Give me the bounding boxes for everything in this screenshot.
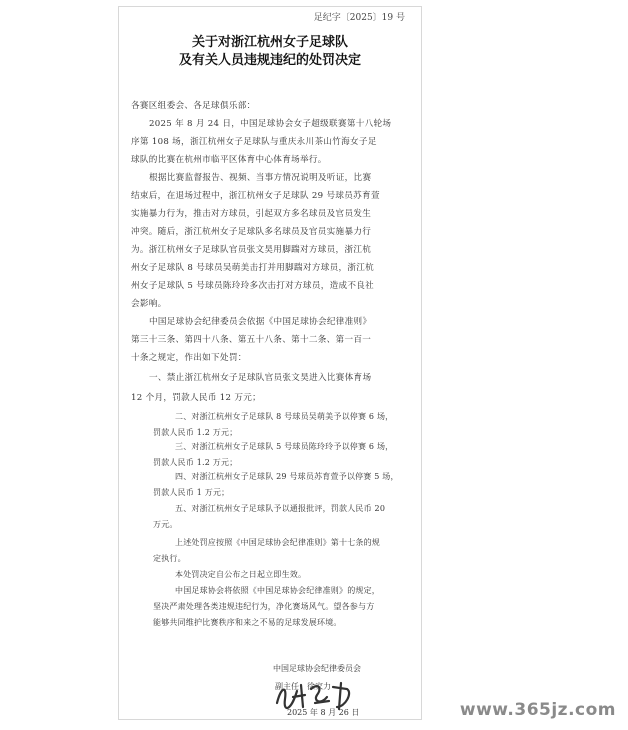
para1-line: 序第 108 场，浙江杭州女子足球队与重庆永川茶山竹海女子足: [131, 137, 377, 147]
para6-line: 能够共同维护比赛秩序和来之不易的足球发展环境。: [153, 618, 342, 627]
document-number: 足纪字〔2025〕19 号: [313, 13, 405, 23]
para2-line: 州女子足球队 5 号球员陈玲玲多次击打对方球员，造成不良社: [131, 281, 375, 291]
para6-line: 中国足球协会将依照《中国足球协会纪律准则》的规定，: [175, 586, 380, 595]
document-page: [118, 6, 422, 720]
penalty-item-1-line: 一、禁止浙江杭州女子足球队官员张文昊进入比赛体育场: [149, 373, 372, 383]
penalty-item-2-line: 二、对浙江杭州女子足球队 8 号球员吴萌美予以停赛 6 场，: [175, 412, 394, 421]
para5-line: 本处罚决定自公布之日起立即生效。: [175, 570, 307, 579]
document-title-line-1: 关于对浙江杭州女子足球队: [191, 35, 348, 50]
issuer-name: 中国足球协会纪律委员会: [273, 664, 361, 673]
document-date: 2025 年 8 月 26 日: [287, 708, 360, 717]
document-title-line-2: 及有关人员违规违纪的处罚决定: [178, 53, 361, 68]
para3-line: 十条之规定，作出如下处罚：: [131, 353, 247, 363]
penalty-item-5-line: 万元。: [153, 520, 178, 529]
para4-line: 上述处罚应按照《中国足球协会纪律准则》第十七条的规: [175, 538, 380, 547]
penalty-item-3-line: 三、对浙江杭州女子足球队 5 号球员陈玲玲予以停赛 6 场，: [175, 442, 394, 451]
signatory: 副主任：徐家力: [275, 682, 331, 691]
para1-line: 球队的比赛在杭州市临平区体育中心体育场举行。: [131, 155, 327, 165]
para3-line: 中国足球协会纪律委员会依据《中国足球协会纪律准则》: [149, 317, 372, 327]
para2-line: 根据比赛监督报告、视频、当事方情况说明及听证，比赛: [149, 173, 372, 183]
penalty-item-4-line: 四、对浙江杭州女子足球队 29 号球员苏育萱予以停赛 5 场，: [175, 472, 399, 481]
penalty-item-3-line: 罚款人民币 1.2 万元；: [153, 458, 238, 467]
para2-line: 结束后，在退场过程中，浙江杭州女子足球队 29 号球员苏育萱: [131, 191, 380, 201]
para1-line: 2025 年 8 月 24 日，中国足球协会女子超级联赛第十八轮场: [149, 119, 392, 129]
para2-line: 会影响。: [131, 299, 167, 309]
para2-line: 为。浙江杭州女子足球队官员张文昊用脚踹对方球员，浙江杭: [131, 245, 372, 255]
para2-line: 实施暴力行为，推击对方球员，引起双方多名球员及官员发生: [131, 209, 372, 219]
penalty-item-4-line: 罚款人民币 1 万元；: [153, 488, 230, 497]
para2-line: 冲突。随后，浙江杭州女子足球队多名球员及官员实施暴力行: [131, 227, 372, 237]
penalty-item-2-line: 罚款人民币 1.2 万元；: [153, 428, 238, 437]
para4-line: 定执行。: [153, 554, 186, 563]
watermark-text: www.365jz.com: [459, 700, 616, 720]
penalty-item-1-line: 12 个月，罚款人民币 12 万元；: [131, 393, 261, 403]
salutation: 各赛区组委会、各足球俱乐部：: [131, 101, 256, 111]
para2-line: 州女子足球队 8 号球员吴萌美击打并用脚踹对方球员，浙江杭: [131, 263, 375, 273]
penalty-item-5-line: 五、对浙江杭州女子足球队予以通报批评，罚款人民币 20: [175, 504, 386, 513]
para3-line: 第三十三条、第四十八条、第五十八条、第十二条、第一百一: [131, 335, 372, 345]
para6-line: 坚决严肃处理各类违规违纪行为，净化赛场风气。望各参与方: [153, 602, 375, 611]
